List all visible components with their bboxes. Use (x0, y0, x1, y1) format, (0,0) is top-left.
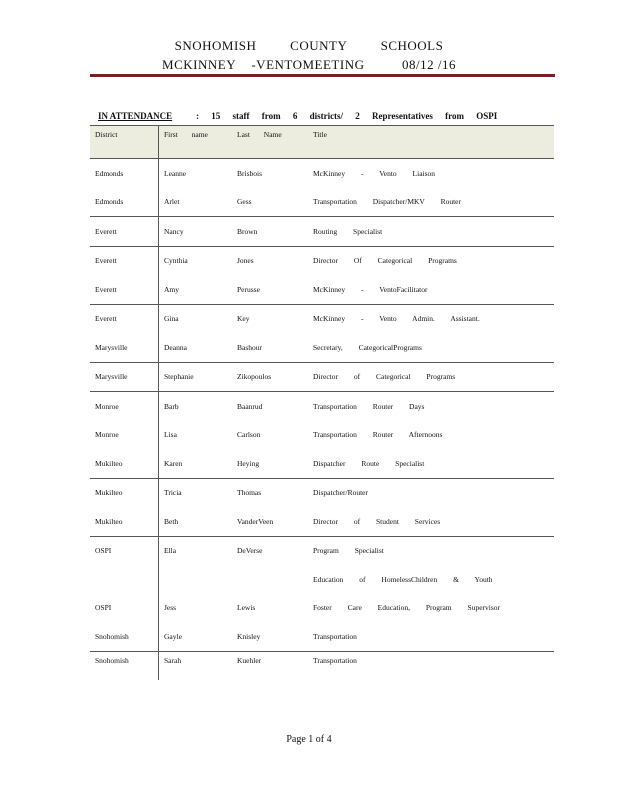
cell-district: Marysville (90, 333, 159, 362)
meeting-name: MCKINNEY -VENTOMEETING (162, 57, 365, 72)
cell-district: Monroe (90, 392, 159, 421)
cell-first-name: Leanne (164, 168, 187, 178)
cell-district: Mukilteo (90, 507, 159, 536)
table-row (90, 594, 554, 623)
cell-last-name: Bashour (237, 342, 262, 352)
cell-first-name: Deanna (164, 342, 187, 352)
table-row (90, 449, 554, 478)
cell-last-name: DeVerse (232, 536, 308, 565)
cell-last-name: Baanrud (232, 392, 308, 421)
table-row (90, 392, 554, 421)
cell-last-name: Thomas (232, 478, 308, 507)
cell-first-name: Barb (159, 392, 233, 421)
cell-title: Director of Categorical Programs (308, 362, 554, 392)
cell-district: Mukilteo (90, 449, 159, 478)
cell-title: Transportation (313, 631, 357, 641)
cell-first-name: Stephanie (159, 362, 233, 392)
column-header-last-name: Last Name (232, 126, 308, 159)
table-row (90, 507, 554, 536)
table-row (90, 622, 554, 651)
cell-first-name: Karen (164, 458, 183, 468)
table-row (90, 651, 554, 680)
table-row (90, 246, 554, 275)
cell-last-name: VanderVeen (237, 516, 274, 526)
cell-title: Transportation Router Afternoons (313, 430, 443, 440)
cell-last-name: Gess (237, 197, 252, 207)
cell-last-name: Jones (232, 246, 308, 275)
cell-first-name: Beth (164, 516, 179, 526)
table-row (90, 304, 554, 333)
cell-last-name (232, 565, 308, 594)
cell-title: Director of Student Services (313, 516, 441, 526)
cell-title: Dispatcher Route Specialist (313, 458, 425, 468)
cell-district: Snohomish (90, 622, 159, 651)
cell-last-name: Heying (237, 458, 260, 468)
table-row (90, 565, 554, 594)
cell-first-name: Tricia (159, 478, 233, 507)
attendance-line (98, 111, 497, 121)
cell-title: Foster Care Education, Program Supervisor (313, 603, 501, 613)
cell-first-name: Amy (164, 284, 179, 294)
cell-first-name: Arlet (164, 197, 180, 207)
cell-first-name: Cynthia (159, 246, 233, 275)
cell-last-name: Brown (232, 217, 308, 247)
table-row (90, 478, 554, 507)
cell-title: Director Of Categorical Programs (308, 246, 554, 275)
cell-last-name: Carlson (237, 430, 261, 440)
column-header-title: Title (308, 126, 554, 159)
cell-district: Snohomish (90, 651, 159, 680)
cell-first-name: Lisa (164, 430, 177, 440)
table-row (90, 159, 554, 188)
cell-title: Secretary, CategoricalPrograms (313, 342, 422, 352)
cell-title: Education of HomelessChildren & Youth (313, 574, 493, 584)
cell-title: Routing Specialist (308, 217, 554, 247)
table-row (90, 421, 554, 450)
cell-last-name: Key (232, 304, 308, 333)
cell-district: Monroe (90, 421, 159, 450)
cell-first-name: Nancy (159, 217, 233, 247)
column-header-district: District (90, 126, 159, 159)
page-number: Page 1 of 4 (286, 734, 332, 745)
header-title-line2 (0, 57, 618, 73)
table-row (90, 188, 554, 217)
header-title-line1: SNOHOMISH COUNTY SCHOOLS (174, 38, 444, 53)
attendance-text: : 15 staff from 6 districts/ 2 Representatives from OSPI (196, 111, 498, 121)
cell-title: Transportation (308, 651, 554, 680)
cell-district: Edmonds (90, 159, 159, 188)
cell-last-name: Zikopoulos (232, 362, 308, 392)
cell-title: McKinney - Vento Admin. Assistant. (308, 304, 554, 333)
cell-district: OSPI (90, 536, 159, 565)
cell-first-name: Jess (164, 603, 177, 613)
table-row (90, 333, 554, 362)
cell-last-name: Kuehler (232, 651, 308, 680)
cell-first-name: Ella (159, 536, 233, 565)
cell-first-name: Gayle (164, 631, 182, 641)
column-header-first-name: First name (159, 126, 233, 159)
cell-last-name: Lewis (237, 603, 256, 613)
cell-title: Dispatcher/Router (308, 478, 554, 507)
cell-title: Transportation Router Days (308, 392, 554, 421)
cell-district: Edmonds (90, 188, 159, 217)
cell-title: McKinney - VentoFacilitator (313, 284, 428, 294)
cell-title: Program Specialist (308, 536, 554, 565)
table-row (90, 362, 554, 392)
cell-district: Everett (90, 304, 159, 333)
cell-district: Marysville (90, 362, 159, 392)
cell-first-name: Sarah (159, 651, 233, 680)
cell-first-name: Gina (159, 304, 233, 333)
table-row (90, 217, 554, 247)
cell-district: OSPI (90, 594, 159, 623)
meeting-date: 08/12 /16 (401, 57, 456, 72)
cell-title: Transportation Dispatcher/MKV Router (313, 197, 461, 207)
cell-last-name: Perusse (237, 284, 260, 294)
table-header-row (90, 126, 554, 159)
header-divider (90, 74, 555, 77)
cell-title: McKinney - Vento Liaison (313, 168, 436, 178)
cell-district: Everett (90, 246, 159, 275)
table-row (90, 275, 554, 304)
cell-last-name: Brisbois (237, 168, 263, 178)
table-row (90, 536, 554, 565)
cell-first-name (159, 565, 233, 594)
cell-district: Everett (90, 275, 159, 304)
cell-district: Mukilteo (90, 478, 159, 507)
attendance-table (90, 125, 554, 680)
cell-district (90, 565, 159, 594)
cell-district: Everett (90, 217, 159, 247)
cell-last-name: Knisley (237, 631, 261, 641)
attendance-label: IN ATTENDANCE (98, 111, 173, 121)
